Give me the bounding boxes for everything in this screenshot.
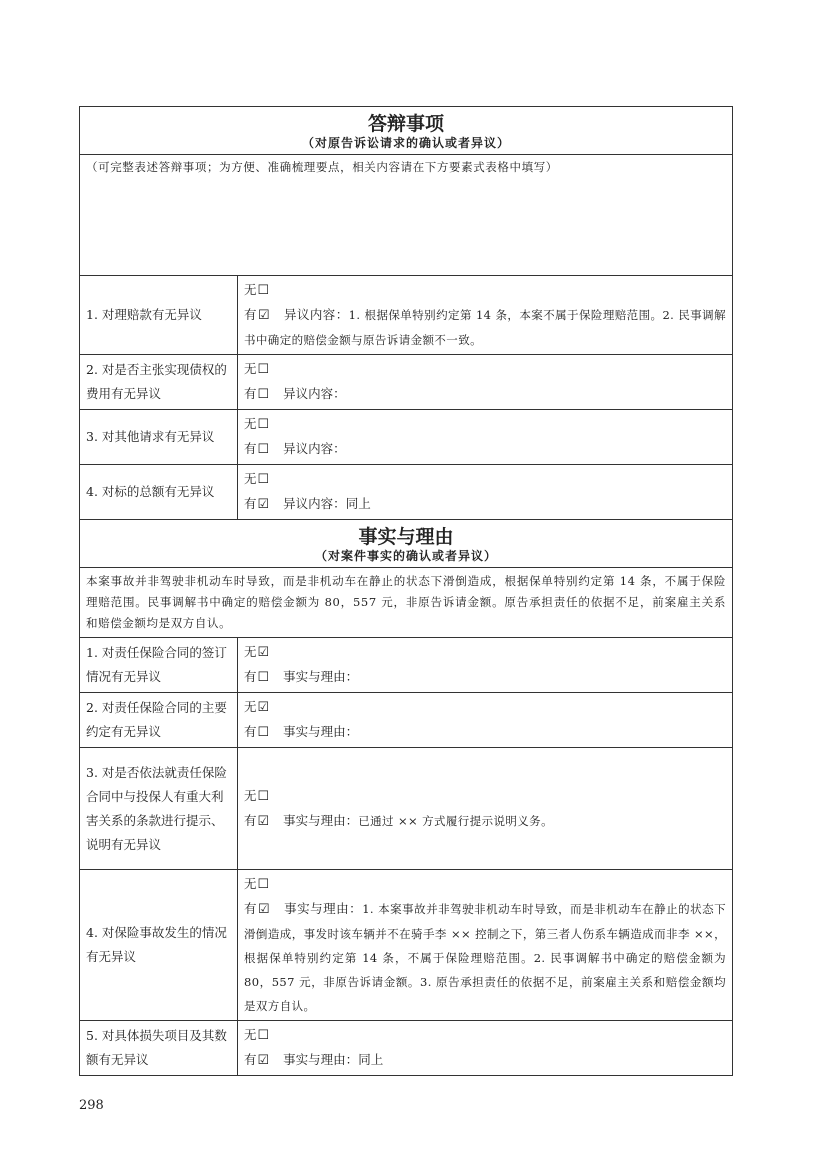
- defense-form-table: [79, 106, 733, 1076]
- detail-label: 异议内容：: [283, 386, 346, 401]
- detail-label: 事实与理由：: [284, 901, 363, 916]
- yes-checkbox[interactable]: ☑: [257, 813, 270, 829]
- section-subtitle: （对原告诉讼请求的确认或者异议）: [302, 136, 511, 150]
- yes-label: 有: [244, 386, 257, 401]
- answer-cell: [238, 276, 733, 355]
- answer-cell: [238, 465, 733, 520]
- detail-label: 异议内容：: [283, 441, 346, 456]
- table-row: [80, 638, 733, 693]
- detail-text[interactable]: 同上: [358, 1052, 384, 1067]
- table-row: [80, 276, 733, 355]
- section-title: 事实与理由: [358, 526, 454, 548]
- section-header-cell: [80, 107, 733, 155]
- yes-checkbox[interactable]: ☐: [257, 387, 270, 402]
- answer-cell: [238, 410, 733, 465]
- detail-label: 异议内容：: [284, 307, 349, 322]
- yes-checkbox[interactable]: ☑: [257, 1053, 270, 1068]
- question-cell: 4. 对保险事故发生的情况有无异议: [80, 870, 238, 1021]
- section-header-facts: [80, 520, 733, 568]
- no-label: 无: [244, 471, 257, 486]
- no-label: 无: [244, 699, 257, 714]
- no-label: 无: [244, 416, 257, 431]
- section-subtitle: （对案件事实的确认或者异议）: [315, 549, 498, 563]
- table-row: [80, 465, 733, 520]
- table-row: [80, 748, 733, 870]
- no-checkbox[interactable]: ☐: [257, 417, 270, 432]
- detail-label: 事实与理由：: [283, 724, 359, 739]
- table-row: [80, 870, 733, 1021]
- no-checkbox[interactable]: ☐: [257, 362, 270, 377]
- question-cell: 4. 对标的总额有无异议: [80, 465, 238, 520]
- no-label: 无: [244, 361, 257, 376]
- no-checkbox[interactable]: ☐: [257, 472, 270, 487]
- answer-cell: [238, 355, 733, 410]
- no-checkbox[interactable]: ☐: [257, 1028, 270, 1043]
- answer-cell: [238, 870, 733, 1021]
- no-label: 无: [244, 282, 257, 297]
- no-label: 无: [244, 1027, 257, 1042]
- answer-cell: [238, 748, 733, 870]
- yes-checkbox[interactable]: ☐: [257, 442, 270, 457]
- detail-label: 异议内容：: [283, 496, 346, 511]
- yes-checkbox[interactable]: ☑: [257, 497, 270, 512]
- no-label: 无: [244, 787, 257, 803]
- answer-cell: [238, 693, 733, 748]
- question-cell: 1. 对责任保险合同的签订情况有无异议: [80, 638, 238, 693]
- no-checkbox[interactable]: ☐: [257, 788, 270, 804]
- answer-cell: [238, 1021, 733, 1076]
- no-checkbox[interactable]: ☐: [257, 877, 270, 892]
- yes-checkbox[interactable]: ☐: [257, 670, 270, 685]
- question-cell: 3. 对其他请求有无异议: [80, 410, 238, 465]
- yes-label: 有: [244, 1052, 257, 1067]
- yes-checkbox[interactable]: ☑: [257, 308, 270, 323]
- question-cell: 5. 对具体损失项目及其数额有无异议: [80, 1021, 238, 1076]
- table-row: [80, 1021, 733, 1076]
- yes-label: 有: [244, 901, 258, 916]
- detail-label: 事实与理由：: [283, 812, 359, 828]
- yes-label: 有: [244, 724, 257, 739]
- yes-checkbox[interactable]: ☐: [257, 725, 270, 740]
- yes-label: 有: [244, 669, 257, 684]
- detail-text[interactable]: 同上: [345, 496, 371, 511]
- page-number: 298: [79, 1098, 104, 1113]
- question-cell: 3. 对是否依法就责任保险合同中与投保人有重大利害关系的条款进行提示、说明有无异议: [80, 748, 238, 870]
- yes-label: 有: [244, 812, 257, 828]
- answer-cell: [238, 638, 733, 693]
- section-header-cell: [80, 520, 733, 568]
- no-checkbox[interactable]: ☐: [257, 283, 270, 298]
- detail-text[interactable]: 1. 本案事故并非驾驶非机动车时导致，而是非机动车在静止的状态下滑倒造成，事发时该车辆并不在骑手李 ×× 控制之下，第三者人伤系车辆造成而非李 ××，根据保单特别约定第 14 条，不属于保险理赔范围。2. 民事调解书中确定的赔偿金额为 80，557 元，非原告诉请金额。3. 原告承担责任的依据不足，前案雇主关系和赔偿金额均是双方自认。: [244, 902, 727, 1013]
- free-text-cell[interactable]: （可完整表述答辩事项；为方便、准确梳理要点，相关内容请在下方要素式表格中填写）: [80, 155, 733, 276]
- no-checkbox[interactable]: ☑: [257, 645, 270, 660]
- yes-checkbox[interactable]: ☑: [258, 902, 271, 917]
- section-title: 答辩事项: [368, 113, 445, 135]
- yes-label: 有: [244, 307, 257, 322]
- no-label: 无: [244, 644, 257, 659]
- detail-label: 事实与理由：: [283, 1052, 359, 1067]
- free-text-cell[interactable]: 本案事故并非驾驶非机动车时导致，而是非机动车在静止的状态下滑倒造成，根据保单特别约定第 14 条，不属于保险理赔范围。民事调解书中确定的赔偿金额为 80，557 元，非原告诉请金额。原告承担责任的依据不足，前案雇主关系和赔偿金额均是双方自认。: [80, 568, 733, 638]
- table-row: [80, 410, 733, 465]
- question-cell: 2. 对责任保险合同的主要约定有无异议: [80, 693, 238, 748]
- detail-text[interactable]: 1. 根据保单特别约定第 14 条，本案不属于保险理赔范围。2. 民事调解书中确定的赔偿金额与原告诉请金额不一致。: [244, 308, 727, 347]
- yes-label: 有: [244, 496, 257, 511]
- section-header-defense: [80, 107, 733, 155]
- no-checkbox[interactable]: ☑: [257, 700, 270, 715]
- yes-label: 有: [244, 441, 257, 456]
- table-row: [80, 693, 733, 748]
- question-cell: 1. 对理赔款有无异议: [80, 276, 238, 355]
- detail-text[interactable]: 已通过 ×× 方式履行提示说明义务。: [358, 813, 553, 828]
- no-label: 无: [244, 876, 257, 891]
- table-row: [80, 355, 733, 410]
- question-cell: 2. 对是否主张实现债权的费用有无异议: [80, 355, 238, 410]
- detail-label: 事实与理由：: [283, 669, 359, 684]
